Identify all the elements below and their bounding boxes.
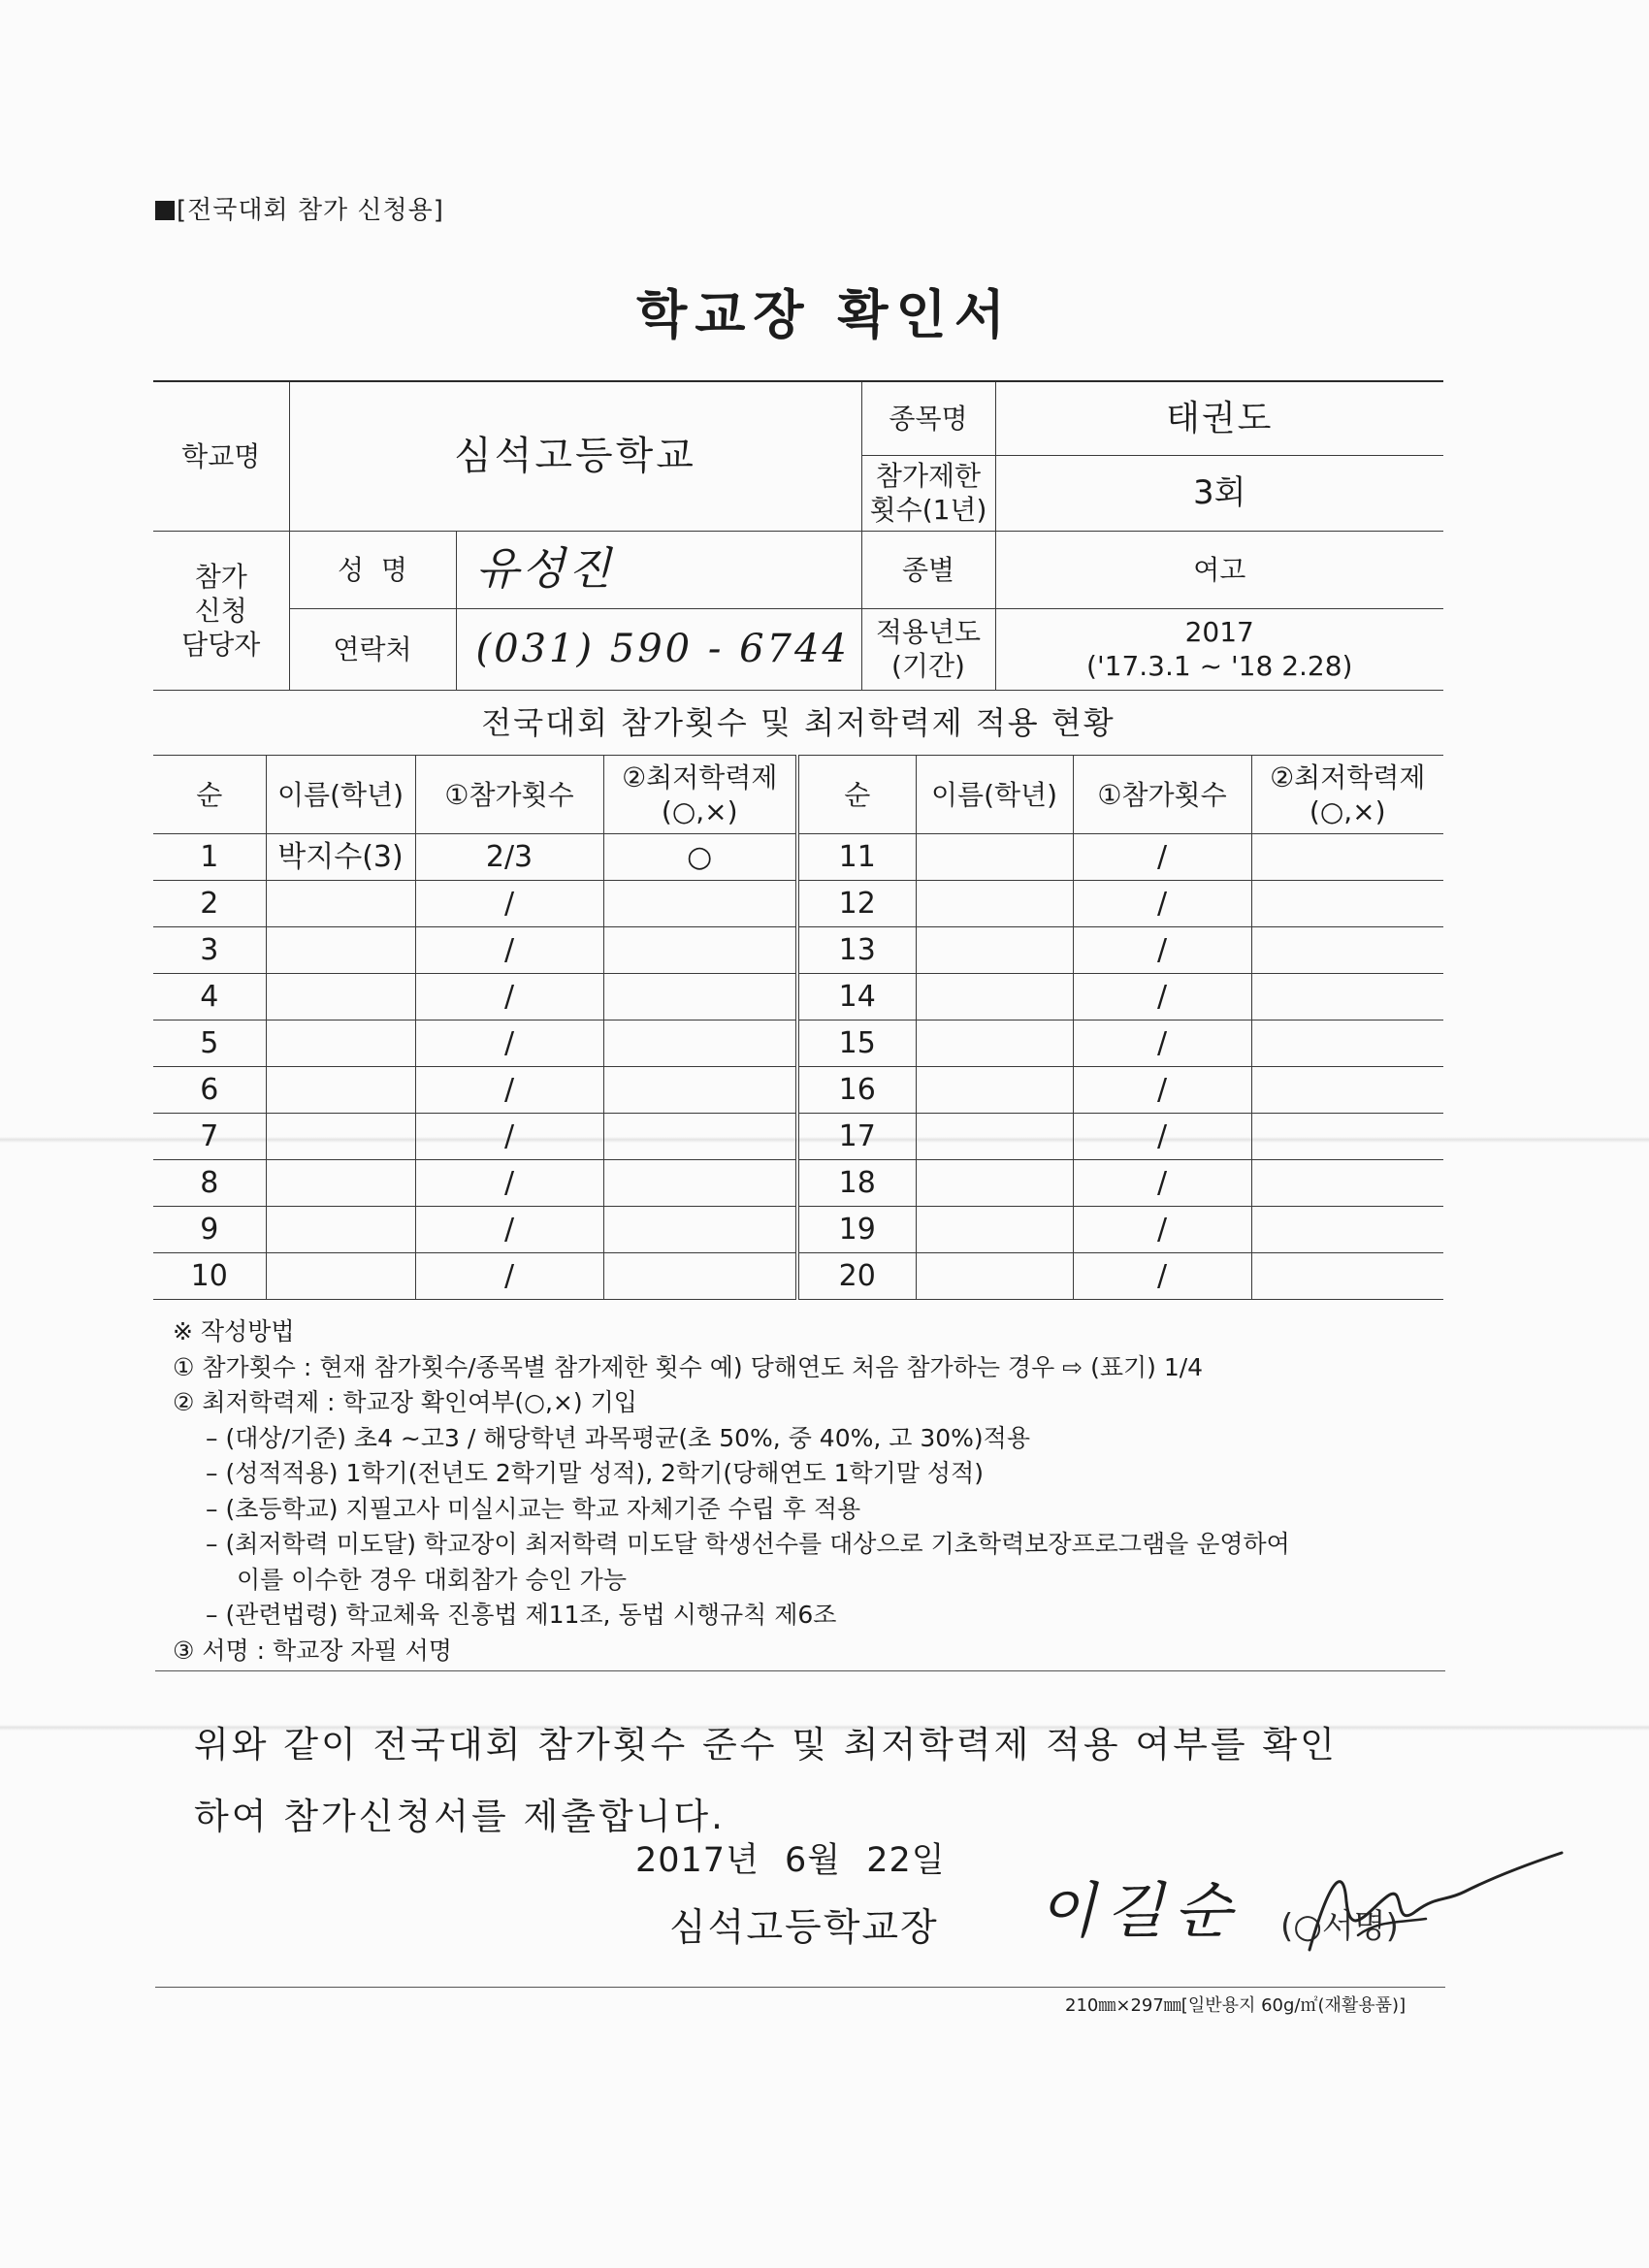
row-count: / xyxy=(1073,1114,1251,1160)
row-number: 16 xyxy=(797,1067,916,1114)
header-name: 이름(학년) xyxy=(916,756,1073,834)
row-min-academic: ○ xyxy=(603,834,797,881)
row-count: / xyxy=(1073,1253,1251,1300)
row-min-academic xyxy=(1251,1253,1443,1300)
row-min-academic xyxy=(603,927,797,974)
row-min-academic xyxy=(603,1067,797,1114)
header-count: ①참가횟수 xyxy=(1073,756,1251,834)
row-min-academic xyxy=(1251,927,1443,974)
note-item: ① 참가횟수 : 현재 참가횟수/종목별 참가제한 횟수 예) 당해연도 처음 참가하는 경우 ⇨ (표기) 1/4 xyxy=(173,1352,1204,1381)
category-value: 여고 xyxy=(995,531,1443,608)
row-number: 10 xyxy=(153,1253,266,1300)
row-name xyxy=(916,927,1073,974)
event-label: 종목명 xyxy=(861,381,995,455)
row-count: / xyxy=(415,1160,603,1207)
note-subitem: – (최저학력 미도달) 학교장이 최저학력 미도달 학생선수를 대상으로 기초학력보장프로그램을 운영하여 xyxy=(206,1530,1290,1558)
row-number: 20 xyxy=(797,1253,916,1300)
statement-line: 위와 같이 전국대회 참가횟수 준수 및 최저학력제 적용 여부를 확인 xyxy=(194,1724,1338,1766)
confirmation-statement xyxy=(194,1709,1436,1853)
note-subitem: – (성적적용) 1학기(전년도 2학기말 성적), 2학기(당해연도 1학기말 성적) xyxy=(206,1459,984,1487)
contact-phone-handwritten: (031) 590 - 6744 xyxy=(456,608,861,690)
table-row xyxy=(153,834,1443,881)
divider xyxy=(155,1670,1445,1671)
row-name xyxy=(266,1207,415,1253)
row-name xyxy=(266,1067,415,1114)
instructions xyxy=(173,1314,1453,1669)
note-heading: ※ 작성방법 xyxy=(173,1317,295,1345)
school-label: 학교명 xyxy=(153,381,289,531)
limit-label-line1: 참가제한 xyxy=(875,460,982,492)
note-item: ② 최저학력제 : 학교장 확인여부(○,×) 기입 xyxy=(173,1388,637,1416)
header-no: 순 xyxy=(153,756,266,834)
limit-label xyxy=(861,455,995,531)
row-number: 14 xyxy=(797,974,916,1021)
table-row xyxy=(153,1114,1443,1160)
row-number: 8 xyxy=(153,1160,266,1207)
note-subitem: – (관련법령) 학교체육 진흥법 제11조, 동법 시행규칙 제6조 xyxy=(206,1601,837,1629)
contact-label xyxy=(153,531,289,690)
period-value: ('17.3.1 ~ '18 2.28) xyxy=(1086,650,1353,682)
table-row xyxy=(153,1253,1443,1300)
row-count: / xyxy=(1073,1207,1251,1253)
divider xyxy=(155,1987,1445,1988)
row-min-academic xyxy=(603,1207,797,1253)
row-name xyxy=(266,881,415,927)
event-value: 태권도 xyxy=(995,381,1443,455)
square-bullet-icon xyxy=(155,201,175,220)
limit-label-line2: 횟수(1년) xyxy=(869,494,987,526)
row-name xyxy=(916,974,1073,1021)
form-usage-tag xyxy=(155,190,444,226)
form-usage-text: [전국대회 참가 신청용] xyxy=(177,196,444,225)
row-count: / xyxy=(1073,927,1251,974)
header-min-line1: ②최저학력제 xyxy=(1270,761,1426,794)
signature-seal-label: (○서명) xyxy=(1280,1907,1399,1946)
table-row xyxy=(153,881,1443,927)
signature-scribble-icon xyxy=(1300,1843,1571,1969)
row-count: / xyxy=(415,1021,603,1067)
row-count: / xyxy=(1073,834,1251,881)
header-count: ①참가횟수 xyxy=(415,756,603,834)
row-name xyxy=(916,834,1073,881)
row-name xyxy=(266,1253,415,1300)
table-row xyxy=(153,1160,1443,1207)
contact-name-handwritten: 유성진 xyxy=(456,531,861,608)
row-min-academic xyxy=(603,1021,797,1067)
row-count: 2/3 xyxy=(415,834,603,881)
row-number: 13 xyxy=(797,927,916,974)
school-name: 심석고등학교 xyxy=(289,381,861,531)
contact-label-line3: 담당자 xyxy=(181,628,261,661)
row-name xyxy=(916,1067,1073,1114)
row-name xyxy=(266,1160,415,1207)
header-min-line2: (○,×) xyxy=(661,795,738,827)
row-name xyxy=(266,1021,415,1067)
status-table xyxy=(153,755,1443,1300)
row-name xyxy=(916,1021,1073,1067)
header-name: 이름(학년) xyxy=(266,756,415,834)
principal-handwritten-name: 이길순 xyxy=(1038,1875,1242,1946)
row-count: / xyxy=(415,1253,603,1300)
row-name xyxy=(266,927,415,974)
note-subitem: – (초등학교) 지필고사 미실시교는 학교 자체기준 수립 후 적용 xyxy=(206,1494,861,1523)
year-label xyxy=(861,608,995,690)
limit-value: 3회 xyxy=(995,455,1443,531)
row-number: 19 xyxy=(797,1207,916,1253)
statement-line: 하여 참가신청서를 제출합니다. xyxy=(194,1796,726,1837)
contact-label-line1: 참가 xyxy=(194,560,247,593)
row-min-academic xyxy=(1251,1021,1443,1067)
info-table xyxy=(153,380,1443,691)
row-min-academic xyxy=(1251,1114,1443,1160)
header-min-line2: (○,×) xyxy=(1309,795,1386,827)
header-min xyxy=(603,756,797,834)
year-label-line1: 적용년도 xyxy=(875,616,982,648)
row-number: 17 xyxy=(797,1114,916,1160)
status-table-title: 전국대회 참가횟수 및 최저학력제 적용 현황 xyxy=(481,704,1116,741)
row-number: 11 xyxy=(797,834,916,881)
year-value-cell xyxy=(995,608,1443,690)
row-number: 6 xyxy=(153,1067,266,1114)
submission-date: 2017년 6월 22일 xyxy=(635,1841,946,1880)
row-number: 18 xyxy=(797,1160,916,1207)
row-name xyxy=(266,1114,415,1160)
row-count: / xyxy=(1073,1021,1251,1067)
year-value: 2017 xyxy=(1184,616,1254,648)
document-title: 학교장 확인서 xyxy=(636,284,1013,345)
row-number: 3 xyxy=(153,927,266,974)
header-min xyxy=(1251,756,1443,834)
category-label: 종별 xyxy=(861,531,995,608)
row-min-academic xyxy=(1251,881,1443,927)
principal-title: 심석고등학교장 xyxy=(669,1906,939,1950)
row-name xyxy=(916,1160,1073,1207)
note-subitem-continued: 이를 이수한 경우 대회참가 승인 가능 xyxy=(237,1565,627,1594)
row-count: / xyxy=(1073,881,1251,927)
table-row xyxy=(153,1021,1443,1067)
row-name xyxy=(916,1207,1073,1253)
row-min-academic xyxy=(603,974,797,1021)
row-number: 12 xyxy=(797,881,916,927)
table-row xyxy=(153,974,1443,1021)
paper-spec-footer: 210㎜×297㎜[일반용지 60g/㎡(재활용품)] xyxy=(1065,1995,1406,2016)
row-count: / xyxy=(415,1207,603,1253)
row-count: / xyxy=(415,927,603,974)
header-no: 순 xyxy=(797,756,916,834)
row-number: 9 xyxy=(153,1207,266,1253)
year-label-line2: (기간) xyxy=(891,650,965,682)
row-count: / xyxy=(1073,1067,1251,1114)
row-min-academic xyxy=(1251,1160,1443,1207)
row-name: 박지수(3) xyxy=(266,834,415,881)
row-number: 1 xyxy=(153,834,266,881)
row-number: 7 xyxy=(153,1114,266,1160)
row-name xyxy=(266,974,415,1021)
row-min-academic xyxy=(1251,1207,1443,1253)
row-name xyxy=(916,1114,1073,1160)
table-row xyxy=(153,927,1443,974)
row-min-academic xyxy=(1251,974,1443,1021)
row-count: / xyxy=(415,1114,603,1160)
row-count: / xyxy=(415,1067,603,1114)
row-count: / xyxy=(415,974,603,1021)
row-min-academic xyxy=(603,881,797,927)
header-min-line1: ②최저학력제 xyxy=(622,761,778,794)
row-number: 2 xyxy=(153,881,266,927)
row-min-academic xyxy=(603,1160,797,1207)
row-min-academic xyxy=(603,1114,797,1160)
contact-label-line2: 신청 xyxy=(194,594,247,627)
row-number: 5 xyxy=(153,1021,266,1067)
row-count: / xyxy=(1073,974,1251,1021)
table-row xyxy=(153,1067,1443,1114)
table-row xyxy=(153,1207,1443,1253)
note-subitem: – (대상/기준) 초4 ~고3 / 해당학년 과목평균(초 50%, 중 40%, 고 30%)적용 xyxy=(206,1423,1030,1452)
note-item: ③ 서명 : 학교장 자필 서명 xyxy=(173,1636,452,1665)
row-name xyxy=(916,1253,1073,1300)
row-number: 15 xyxy=(797,1021,916,1067)
row-number: 4 xyxy=(153,974,266,1021)
row-count: / xyxy=(1073,1160,1251,1207)
row-name xyxy=(916,881,1073,927)
name-label: 성 명 xyxy=(289,531,456,608)
row-min-academic xyxy=(1251,1067,1443,1114)
row-min-academic xyxy=(1251,834,1443,881)
phone-label: 연락처 xyxy=(289,608,456,690)
row-count: / xyxy=(415,881,603,927)
row-min-academic xyxy=(603,1253,797,1300)
